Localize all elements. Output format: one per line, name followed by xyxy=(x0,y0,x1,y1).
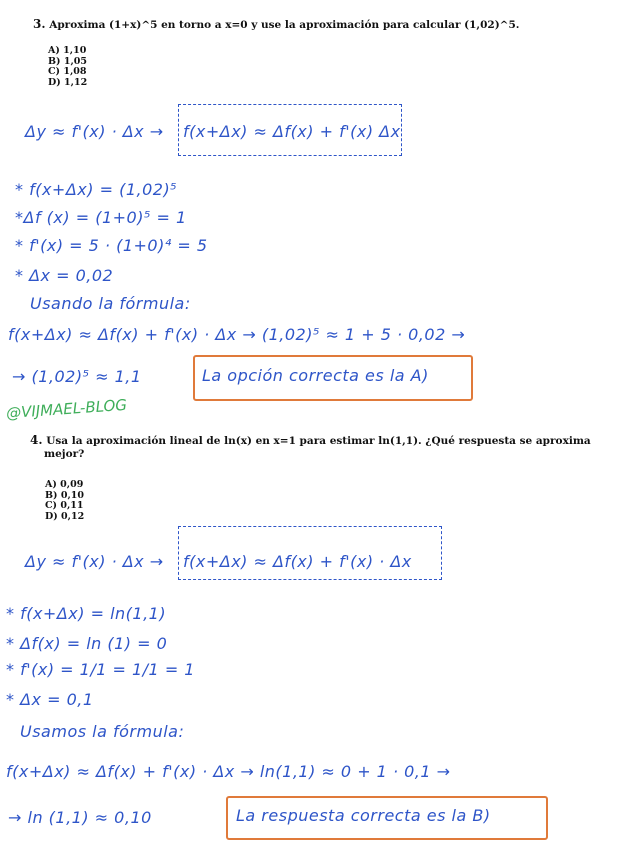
q3-work-line-7: → (1,02)⁵ ≈ 1,1 xyxy=(12,367,142,386)
q3-answer: La opción correcta es la A) xyxy=(202,366,429,385)
watermark: @VIJMAEL-BLOG xyxy=(5,395,128,423)
q3-work-line-4: * Δx = 0,02 xyxy=(15,266,114,285)
question-3-options xyxy=(48,46,87,88)
q4-formula-right: f(x+Δx) ≈ Δf(x) + f'(x) · Δx xyxy=(183,552,412,571)
question-3-text: Aproxima (1+x)^5 en torno a x=0 y use la aproximación para calcular (1,02)^5. xyxy=(49,19,520,31)
question-4-text-line-2: mejor? xyxy=(44,448,85,460)
question-4-title xyxy=(30,434,605,461)
q4-formula-left: Δy ≈ f'(x) · Δx → xyxy=(25,552,164,571)
q4-work-line-4: * Δx = 0,1 xyxy=(6,690,94,709)
question-4-number: 4. xyxy=(30,433,43,447)
option-b: B) 0,10 xyxy=(45,489,84,501)
option-c: C) 0,11 xyxy=(45,500,84,511)
option-a: A) 1,10 xyxy=(48,45,87,56)
q4-answer: La respuesta correcta es la B) xyxy=(236,806,491,825)
question-3-number: 3. xyxy=(33,17,46,31)
q4-work-line-6: f(x+Δx) ≈ Δf(x) + f'(x) · Δx → ln(1,1) ≈ 0 + 1 · 0,1 → xyxy=(6,762,451,781)
q3-work-line-3: * f'(x) = 5 · (1+0)⁴ = 5 xyxy=(15,236,208,255)
option-b: B) 1,05 xyxy=(48,55,87,67)
q3-work-line-1: * f(x+Δx) = (1,02)⁵ xyxy=(15,180,178,199)
option-d: D) 1,12 xyxy=(48,76,88,88)
q3-formula-right: f(x+Δx) ≈ Δf(x) + f'(x) Δx xyxy=(183,122,401,141)
q4-work-line-7: → ln (1,1) ≈ 0,10 xyxy=(8,808,152,827)
q3-work-line-5: Usando la fórmula: xyxy=(30,294,191,313)
option-c: C) 1,08 xyxy=(48,66,87,77)
q3-work-line-2: *Δf (x) = (1+0)⁵ = 1 xyxy=(15,208,187,227)
q3-formula-left: Δy ≈ f'(x) · Δx → xyxy=(25,122,164,141)
q4-work-line-3: * f'(x) = 1/1 = 1/1 = 1 xyxy=(6,660,195,679)
q4-work-line-5: Usamos la fórmula: xyxy=(20,722,185,741)
question-4-options xyxy=(45,480,84,522)
question-4-text-line-1: Usa la aproximación lineal de ln(x) en x=1 para estimar ln(1,1). ¿Qué respuesta se aproxima xyxy=(46,435,591,447)
q3-work-line-6: f(x+Δx) ≈ Δf(x) + f'(x) · Δx → (1,02)⁵ ≈ 1 + 5 · 0,02 → xyxy=(8,325,466,344)
option-d: D) 0,12 xyxy=(45,510,85,522)
question-3-title xyxy=(33,18,519,32)
option-a: A) 0,09 xyxy=(45,479,84,490)
q4-work-line-2: * Δf(x) = ln (1) = 0 xyxy=(6,634,168,653)
q4-work-line-1: * f(x+Δx) = ln(1,1) xyxy=(6,604,167,623)
